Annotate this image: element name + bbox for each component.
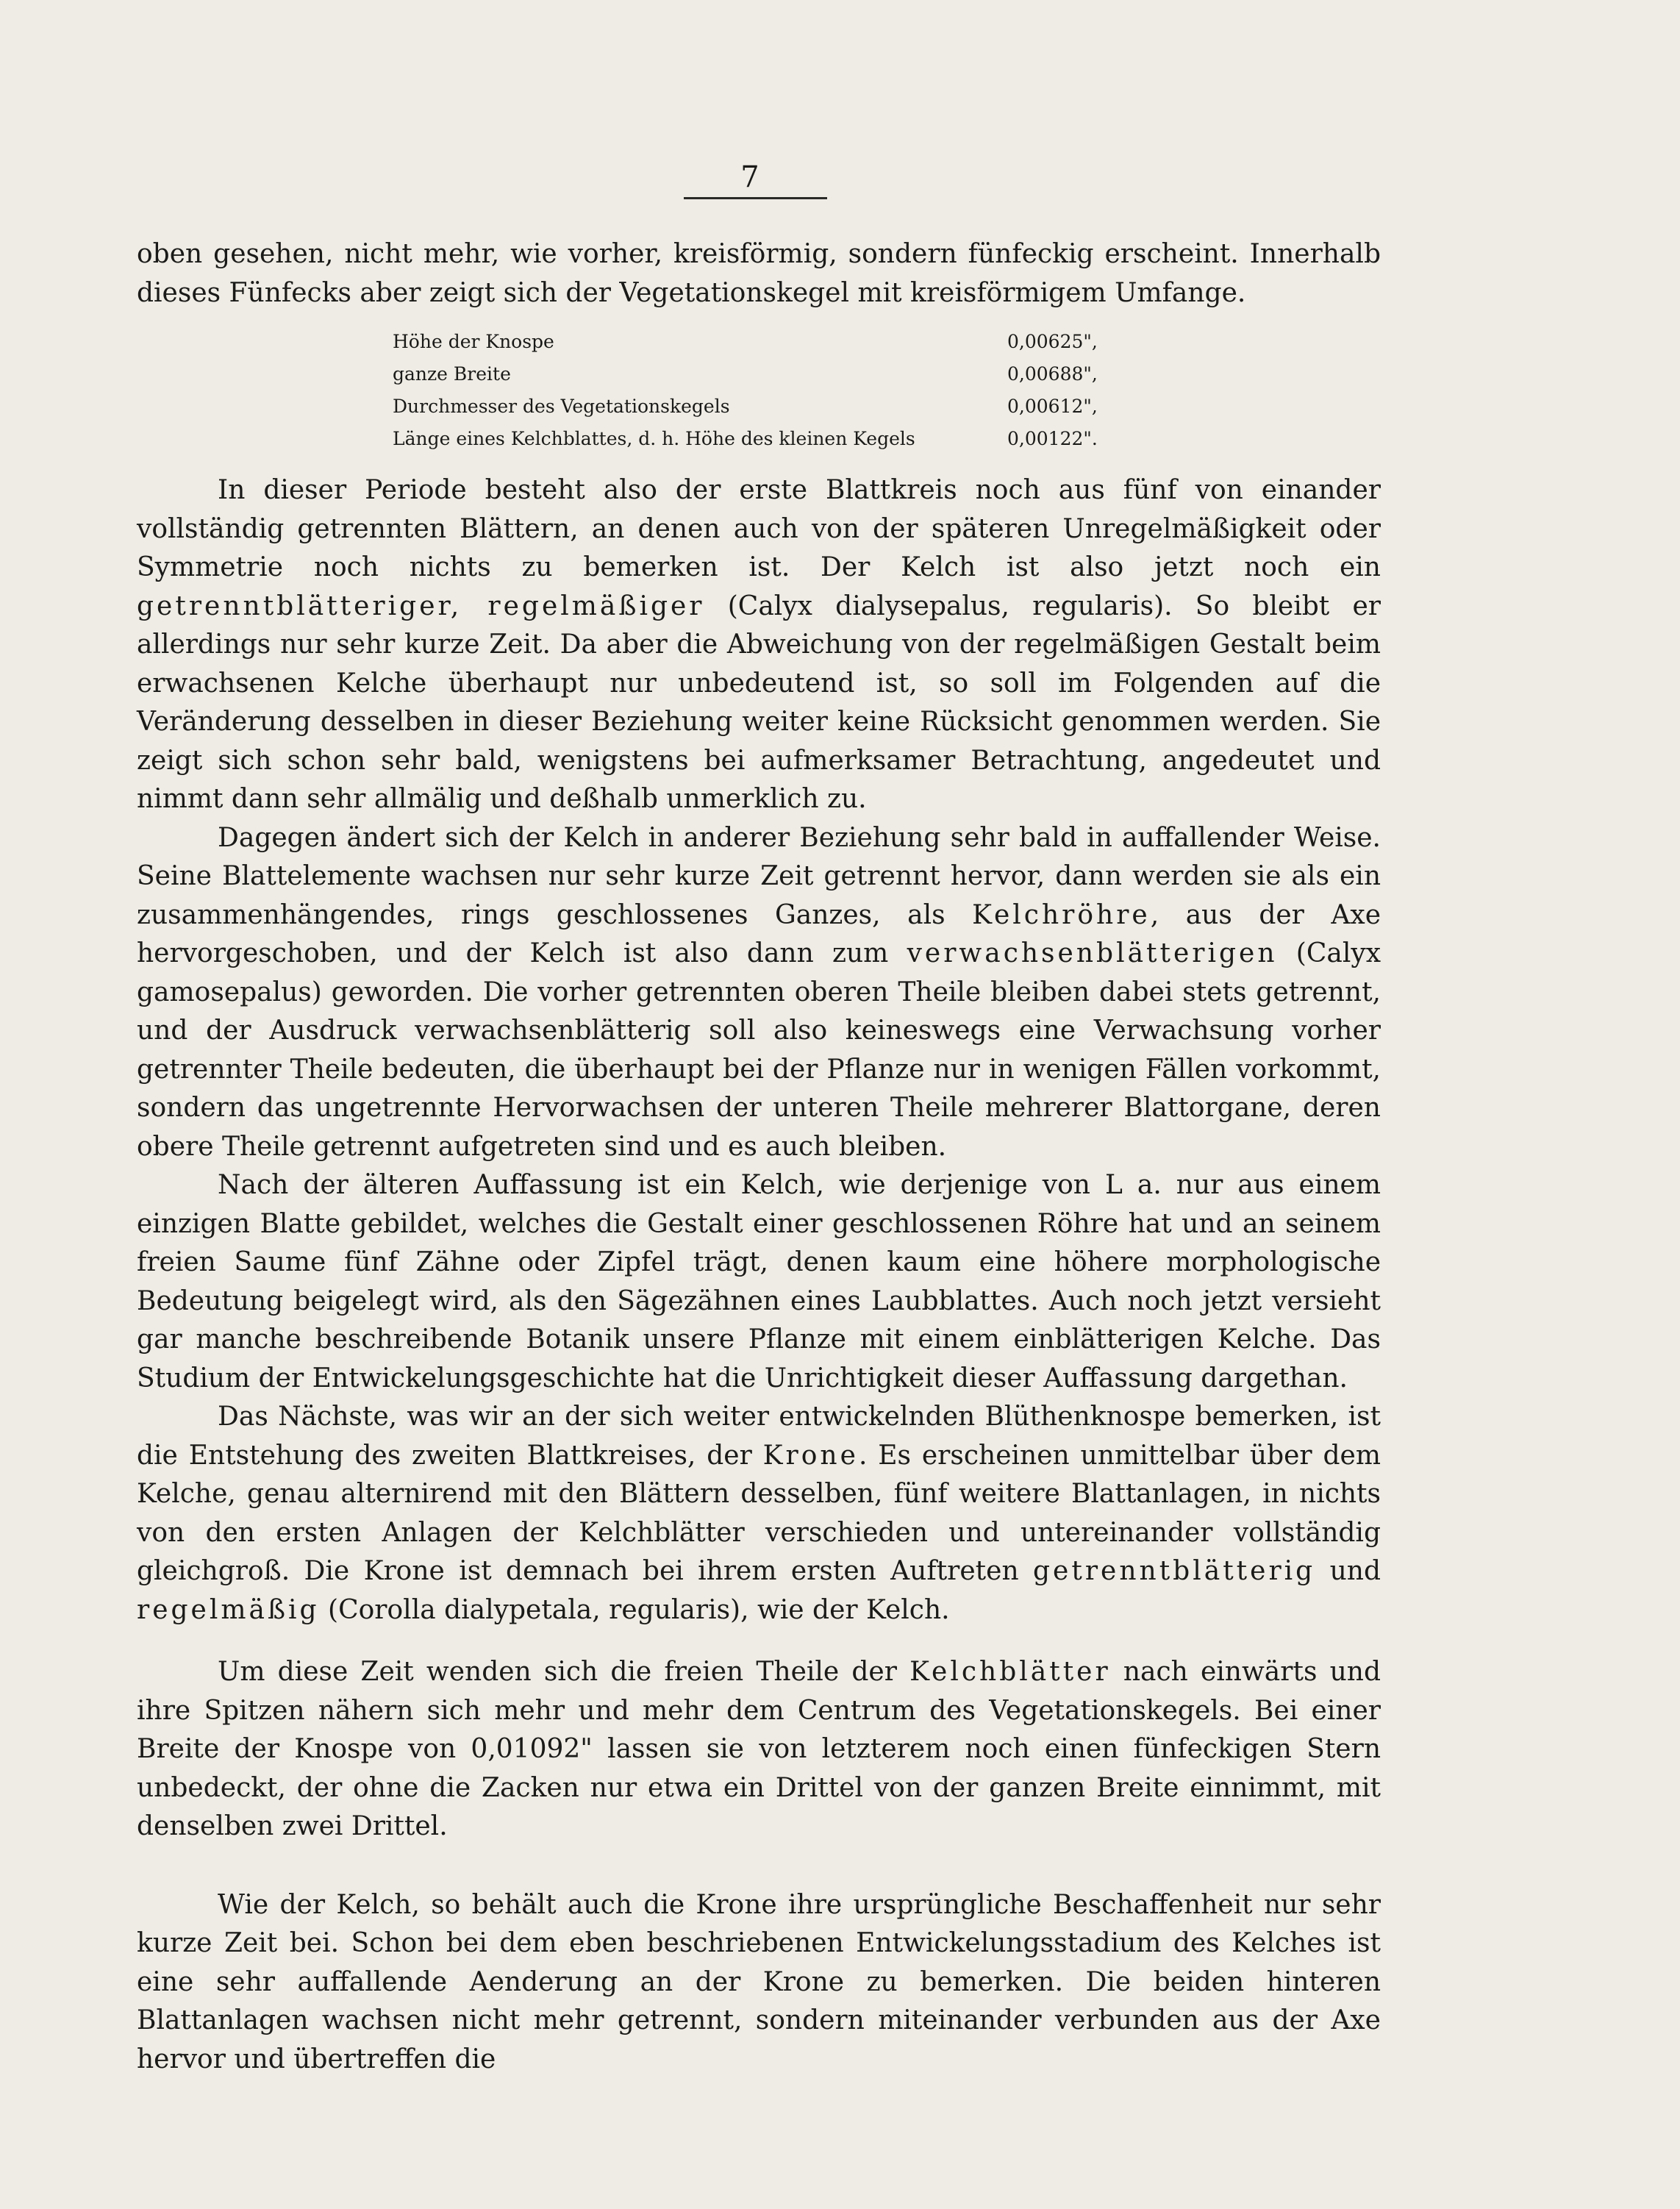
measurement-label: Durchmesser des Vegetationskegels [393, 396, 730, 417]
spaced-term: getrenntblätterig [1033, 1556, 1316, 1586]
measurement-value: 0,00688", [1007, 363, 1098, 385]
header-rule [684, 197, 827, 199]
paragraph-corolla-change: Wie der Kelch, so behält auch die Krone ihre ursprüngliche Beschaffenheit nur sehr kurze Zeit bei. Schon bei dem eben beschriebenen Entwickelungsstadium des Kelches ist eine sehr auffallende Aenderung an der Krone zu bemerken. Die beiden hinteren Blattanlagen wachsen nicht mehr getrennt, sondern miteinander verbunden aus der Axe hervor und übertreffen die [137, 1889, 1381, 2074]
paragraph-text: (Corolla dialypetala, regularis), wie der Kelch. [319, 1594, 950, 1625]
measurement-row [393, 423, 1098, 455]
paragraph-calyx-free-leaves [137, 471, 1381, 819]
spaced-term: getrenntblätteriger, regelmäßiger [137, 590, 705, 621]
paragraph-text: und [1315, 1556, 1381, 1586]
paragraph-text: , aus der Axe hervorgeschoben, und der Kelch ist also dann zum [137, 899, 1381, 968]
page-number: 7 [740, 160, 759, 194]
paragraph-text: . Es erscheinen unmittelbar über dem Kelche, genau alternirend mit den Blättern desselben, fünf weitere Blattanlagen, in nichts von den ersten Anlagen der Kelchblätter verschieden und untereinander vollständig gleichgroß. Die Krone ist demnach bei ihrem ersten Auftreten [137, 1440, 1381, 1586]
paragraph-text: (Calyx dialysepalus, regularis). So bleibt er allerdings nur sehr kurze Zeit. Da aber die Abweichung von der regelmäßigen Gestalt beim erwachsenen Kelche überhaupt nur unbedeutend ist, so soll im Folgenden auf die Veränderung desselben in dieser Beziehung weiter keine Rücksicht genommen werden. Sie zeigt sich schon sehr bald, wenigstens bei aufmerksamer Betrachtung, angedeutet und nimmt dann sehr allmälig und deßhalb unmerklich zu. [137, 590, 1381, 814]
paragraph-older-view: Nach der älteren Auffassung ist ein Kelch, wie derjenige von L a. nur aus einem einzigen Blatte gebildet, welches die Gestalt einer geschlossenen Röhre hat und an seinem freien Saume fünf Zähne oder Zipfel trägt, denen kaum eine höhere morphologische Bedeutung beigelegt wird, als den Sägezähnen eines Laubblattes. Auch noch jetzt versieht gar manche beschreibende Botanik unsere Pflanze mit einem einblätterigen Kelche. Das Studium der Entwickelungsgeschichte hat die Unrichtigkeit dieser Auffassung dargethan. [137, 1170, 1381, 1393]
opening-paragraph: oben gesehen, nicht mehr, wie vorher, kreisförmig, sondern fünfeckig erscheint. Innerhalb dieses Fünfecks aber zeigt sich der Vegetationskegel mit kreisförmigem Umfange. [137, 239, 1381, 308]
paragraph-text: In dieser Periode besteht also der erste Blattkreis noch aus fünf von einander vollständig getrennten Blättern, an denen auch von der späteren Unregelmäßigkeit oder Symmetrie noch nichts zu bemerken ist. Der Kelch ist also jetzt noch ein [137, 475, 1381, 582]
measurement-label: Länge eines Kelchblattes, d. h. Höhe des kleinen Kegels [393, 428, 915, 449]
measurement-value: 0,00122". [1007, 428, 1098, 449]
measurement-value: 0,00612", [1007, 396, 1098, 417]
paragraph-text: Um diese Zeit wenden sich die freien Theile der [218, 1657, 910, 1687]
paragraph-calyx-tube [137, 819, 1381, 1167]
paragraph-sepals-inward [137, 1653, 1381, 1846]
measurement-table [393, 326, 1098, 455]
spaced-term: verwachsenblätterigen [907, 938, 1278, 968]
measurement-label: ganze Breite [393, 363, 511, 385]
spaced-term: regelmäßig [137, 1594, 320, 1625]
measurement-row [393, 390, 1098, 423]
measurement-value: 0,00625", [1007, 331, 1098, 352]
spaced-term: Kelchblätter [909, 1657, 1111, 1687]
paragraph-text: nach einwärts und ihre Spitzen nähern sich mehr und mehr dem Centrum des Vegetationskegels. Bei einer Breite der Knospe von 0,01092" lassen sie von letzterem noch einen fünfeckigen Stern unbedeckt, der ohne die Zacken nur etwa ein Drittel von der ganzen Breite einnimmt, mit denselben zwei Drittel. [137, 1657, 1381, 1841]
spaced-term: Krone [762, 1440, 859, 1471]
measurement-label: Höhe der Knospe [393, 331, 554, 352]
measurement-row [393, 326, 1098, 358]
paragraph-corolla-origin [137, 1398, 1381, 1630]
spaced-term: Kelchröhre [972, 899, 1151, 930]
paragraph-text: Das Nächste, was wir an der sich weiter entwickelnden Blüthenknospe bemerken, ist die Entstehung des zweiten Blattkreises, der [137, 1402, 1381, 1471]
page-body [137, 235, 1381, 2079]
paragraph-text: (Calyx gamosepalus) geworden. Die vorher getrennten oberen Theile bleiben dabei stets getrennt, und der Ausdruck verwachsenblätterig soll also keineswegs eine Verwachsung vorher getrennter Theile bedeuten, die überhaupt bei der Pflanze nur in wenigen Fällen vorkommt, sondern das ungetrennte Hervorwachsen der unteren Theile mehrerer Blattorgane, deren obere Theile getrennt aufgetreten sind und es auch bleiben. [137, 938, 1381, 1162]
paragraph-text: Dagegen ändert sich der Kelch in anderer Beziehung sehr bald in auffallender Weise. Seine Blattelemente wachsen nur sehr kurze Zeit getrennt hervor, dann werden sie als ein zusammenhängendes, rings geschlossenes Ganzes, als [137, 822, 1381, 930]
measurement-row [393, 358, 1098, 390]
